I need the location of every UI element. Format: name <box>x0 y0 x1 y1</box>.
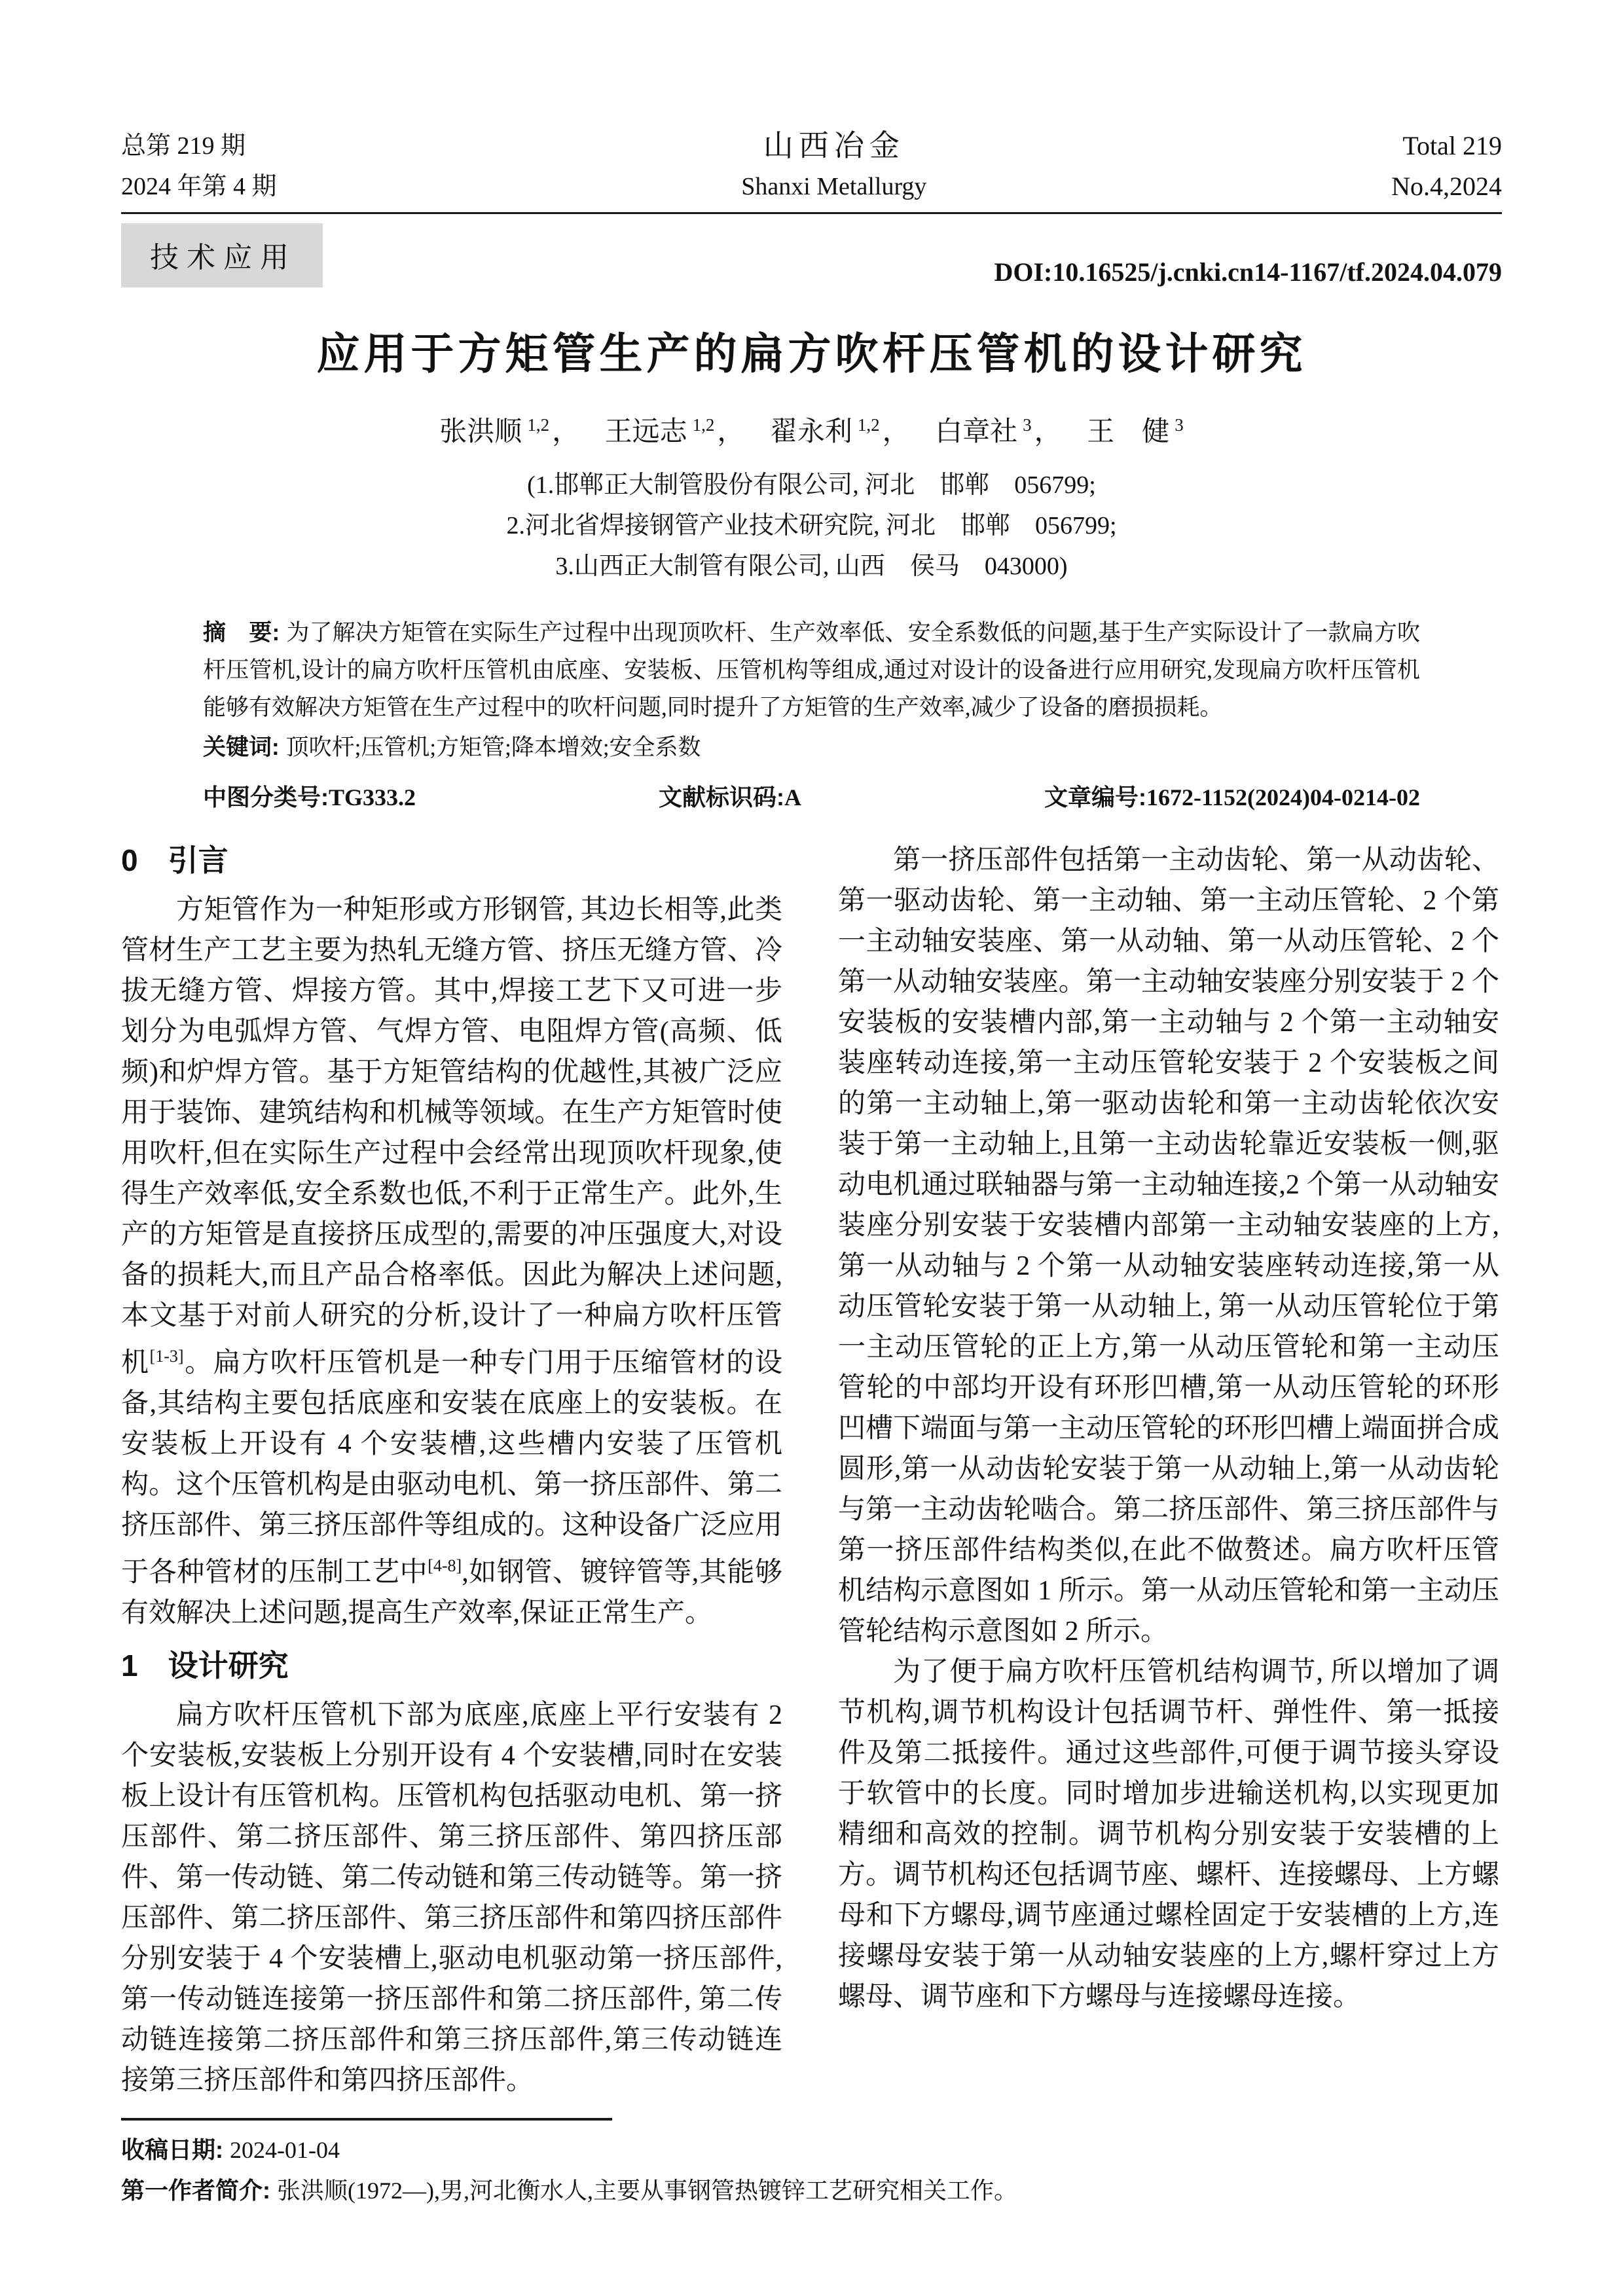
author-name: 翟永利 <box>769 417 852 447</box>
intro-paragraph <box>121 890 782 1633</box>
page-header <box>121 126 1502 207</box>
issue-total-cn: 总第 219 期 <box>121 132 246 160</box>
abstract-label: 摘 要: <box>203 620 280 646</box>
abstract-text: 为了解决方矩管在实际生产过程中出现顶吹杆、生产效率低、安全系数低的问题,基于生产实际设计了一款扁方吹杆压管机,设计的扁方吹杆压管机由底座、安装板、压管机构等组成,通过对设计的设备进行应用研究,发现扁方吹杆压管机能够有效解决方矩管在生产过程中的吹杆问题,同时提升了方矩管的生产效率,减少了设备的磨损损耗。 <box>203 620 1421 720</box>
author <box>935 417 1062 447</box>
citation-sup: [1-3] <box>149 1347 184 1366</box>
keywords-block <box>203 729 1420 766</box>
issue-info-en <box>1391 126 1502 207</box>
author-separator: ， <box>552 417 580 447</box>
body-columns <box>121 840 1502 2101</box>
intro-text: ,如钢管、镀锌管等,其能够有效解决上述问题,提高生产效率,保证正常生产。 <box>121 1558 782 1628</box>
author-list <box>121 410 1502 449</box>
journal-name-cn: 山西冶金 <box>763 129 905 162</box>
issue-number-en: No.4,2024 <box>1391 172 1502 201</box>
received-date-value: 2024-01-04 <box>230 2137 340 2163</box>
author-separator: ， <box>717 417 745 447</box>
right-paragraph-2: 为了便于扁方吹杆压管机结构调节, 所以增加了调节机构,调节机构设计包括调节杆、弹性件、第一抵接件及第二抵接件。通过这些部件,可便于调节接头穿设于软管中的长度。同时增加步进输送机构,以实现更加精细和高效的控制。调节机构分别安装于安装槽的上方。调节机构还包括调节座、螺杆、连接螺母、上方螺母和下方螺母,调节座通过螺栓固定于安装槽的上方,连接螺母安装于第一从动轴安装座的上方,螺杆穿过上方螺母、调节座和下方螺母与连接螺母连接。 <box>838 1657 1499 2012</box>
intro-text: 。扁方吹杆压管机是一种专门用于压缩管材的设备,其结构主要包括底座和安装在底座上的安装板。在安装板上开设有 4 个安装槽,这些槽内安装了压管机构。这个压管机构是由驱动电机、第一挤压部件、第二挤压部件、第三挤压部件等组成的。这种设备广泛应用于各种管材的压制工艺中 <box>121 1348 782 1588</box>
author-separator: ， <box>882 417 910 447</box>
author-affiliation-sup: 1,2 <box>527 415 550 435</box>
author <box>770 417 910 447</box>
article-id-item <box>1044 779 1420 812</box>
received-date-line <box>121 2130 1502 2170</box>
right-column <box>838 840 1499 2101</box>
author-separator: ， <box>1034 417 1062 447</box>
article-title: 应用于方矩管生产的扁方吹杆压管机的设计研究 <box>316 331 1307 378</box>
affiliation-line: 3.山西正大制管有限公司, 山西 侯马 043000) <box>555 553 1068 580</box>
classification-row <box>203 779 1420 812</box>
section-badge: 技术应用 <box>121 223 323 287</box>
author-bio-line <box>121 2170 1502 2211</box>
author-affiliation-sup: 3 <box>1023 415 1032 435</box>
author-bio-value: 张洪顺(1972—),男,河北衡水人,主要从事钢管热镀锌工艺研究相关工作。 <box>277 2178 1017 2204</box>
author-name: 张洪顺 <box>439 417 522 447</box>
abstract-block <box>203 614 1420 726</box>
author-name: 王 健 <box>1087 417 1170 447</box>
badge-row <box>121 223 1502 287</box>
clc-value: TG333.2 <box>329 784 416 811</box>
author-affiliation-sup: 1,2 <box>692 415 715 435</box>
clc-item <box>203 779 416 812</box>
keywords-label: 关键词: <box>203 735 280 760</box>
issue-info-cn <box>121 126 277 207</box>
keywords-text: 顶吹杆;压管机;方矩管;降本增效;安全系数 <box>285 735 701 760</box>
author-name: 王远志 <box>604 417 687 447</box>
header-rule <box>121 212 1502 214</box>
right-paragraph-1: 第一挤压部件包括第一主动齿轮、第一从动齿轮、第一驱动齿轮、第一主动轴、第一主动压管轮、2 个第一主动轴安装座、第一从动轴、第一从动压管轮、2 个第一从动轴安装座。第一主动轴安装座分别安装于 2 个安装板的安装槽内部,第一主动轴与 2 个第一主动轴安装座转动连接,第一主动压管轮安装于 2 个安装板之间的第一主动轴上,第一驱动齿轮和第一主动齿轮依次安装于第一主动轴上,且第一主动齿轮靠近安装板一侧,驱动电机通过联轴器与第一主动轴连接,2 个第一从动轴安装座分别安装于安装槽内部第一主动轴安装座的上方,第一从动轴与 2 个第一从动轴安装座转动连接,第一从动压管轮安装于第一从动轴上, 第一从动压管轮位于第一主动压管轮的正上方,第一从动压管轮和第一主动压管轮的中部均开设有环形凹槽,第一从动压管轮的环形凹槽下端面与第一主动压管轮的环形凹槽上端面拼合成圆形,第一从动齿轮安装于第一从动轴上,第一从动齿轮与第一主动齿轮啮合。第二挤压部件、第三挤压部件与第一挤压部件结构类似,在此不做赘述。扁方吹杆压管机结构示意图如 1 所示。第一从动压管轮和第一主动压管轮结构示意图如 2 所示。 <box>838 845 1499 1647</box>
affiliation-line: (1.邯郸正大制管股份有限公司, 河北 邯郸 056799; <box>527 471 1096 499</box>
author <box>439 417 579 447</box>
issue-total-en: Total 219 <box>1402 131 1502 160</box>
article-id-value: 1672-1152(2024)04-0214-02 <box>1146 784 1420 811</box>
footnote-block <box>121 2118 1502 2211</box>
affiliation-list <box>121 465 1502 587</box>
section-heading-design: 1 设计研究 <box>121 1649 289 1683</box>
article-id-label: 文章编号: <box>1044 784 1147 811</box>
journal-name-en: Shanxi Metallurgy <box>741 173 927 200</box>
author-affiliation-sup: 3 <box>1175 415 1184 435</box>
design-paragraph: 扁方吹杆压管机下部为底座,底座上平行安装有 2 个安装板,安装板上分别开设有 4 个安装槽,同时在安装板上设计有压管机构。压管机构包括驱动电机、第一挤压部件、第二挤压部件、第三挤压部件、第四挤压部件、第一传动链、第二传动链和第三传动链等。第一挤压部件、第二挤压部件、第三挤压部件和第四挤压部件分别安装于 4 个安装槽上,驱动电机驱动第一挤压部件,第一传动链连接第一挤压部件和第二挤压部件, 第二传动链连接第二挤压部件和第三挤压部件,第三传动链连接第三挤压部件和第四挤压部件。 <box>121 1700 782 2096</box>
intro-text: 方矩管作为一种矩形或方形钢管, 其边长相等,此类管材生产工艺主要为热轧无缝方管、挤压无缝方管、冷拔无缝方管、焊接方管。其中,焊接工艺下又可进一步划分为电弧焊方管、气焊方管、电阻焊方管(高频、低频)和炉焊方管。基于方矩管结构的优越性,其被广泛应用于装饰、建筑结构和机械等领域。在生产方矩管时使用吹杆,但在实际生产过程中会经常出现顶吹杆现象,使得生产效率低,安全系数也低,不利于正常生产。此外,生产的方矩管是直接挤压成型的,需要的冲压强度大,对设备的损耗大,而且产品合格率低。因此为解决上述问题,本文基于对前人研究的分析,设计了一种扁方吹杆压管机 <box>121 895 782 1378</box>
doc-code-label: 文献标识码: <box>659 784 785 811</box>
author-name: 白章社 <box>935 417 1018 447</box>
doc-code-value: A <box>784 784 802 811</box>
doi-text: DOI:10.16525/j.cnki.cn14-1167/tf.2024.04.079 <box>994 257 1502 287</box>
author-bio-label: 第一作者简介: <box>121 2177 270 2204</box>
clc-label: 中图分类号: <box>203 784 329 811</box>
author <box>1087 417 1184 447</box>
author <box>605 417 745 447</box>
affiliation-line: 2.河北省焊接钢管产业技术研究院, 河北 邯郸 056799; <box>506 512 1117 539</box>
issue-number-cn: 2024 年第 4 期 <box>121 173 277 200</box>
received-date-label: 收稿日期: <box>121 2136 223 2163</box>
author-affiliation-sup: 1,2 <box>857 415 880 435</box>
footnote-rule <box>121 2118 612 2121</box>
section-heading-intro: 0 引言 <box>121 843 228 877</box>
journal-name <box>741 126 926 207</box>
left-column <box>121 840 782 2101</box>
citation-sup: [4-8] <box>428 1556 462 1575</box>
doc-code-item <box>659 779 801 812</box>
